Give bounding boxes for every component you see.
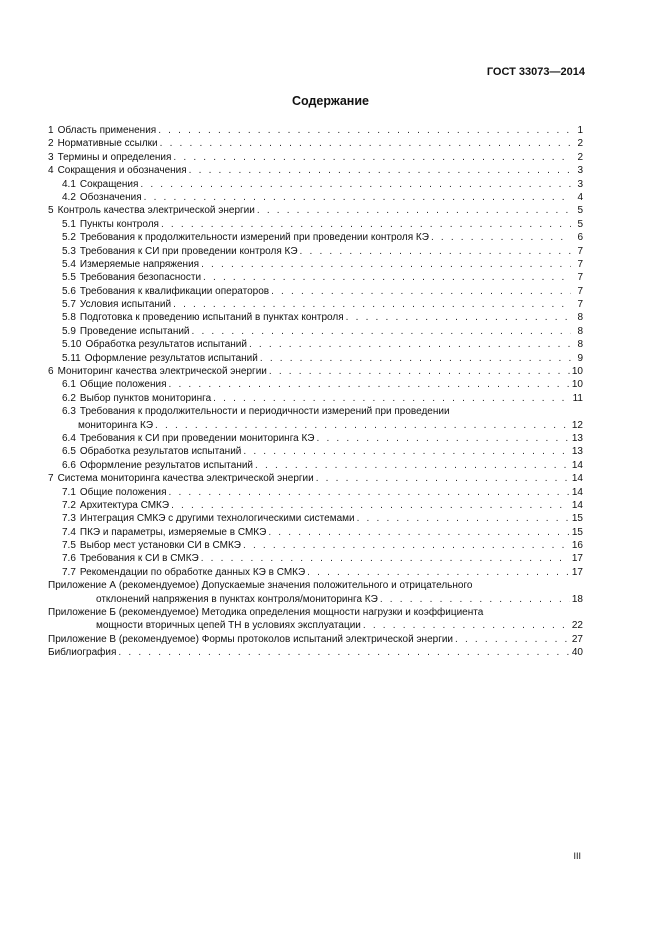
toc-entry-title: Требования к СИ при проведении контроля КЭ	[79, 245, 298, 257]
toc-leader-dots	[140, 178, 571, 191]
toc-leader-dots	[316, 432, 569, 445]
toc-leader-dots	[260, 352, 571, 365]
toc-entry-page: 27	[571, 633, 583, 645]
toc-entry-title: Оформление результатов испытаний	[79, 459, 254, 471]
toc-entry-page: 16	[571, 540, 583, 552]
toc-entry-page: 7	[577, 299, 583, 311]
toc-entry-title: Приложение В (рекомендуемое) Формы протоколов испытаний электрической энергии	[48, 633, 454, 645]
toc-entry-title: Требования к квалификации операторов	[79, 285, 270, 297]
toc-entry-page: 7	[577, 258, 583, 270]
toc-entry-page: 14	[571, 499, 583, 511]
toc-leader-dots	[269, 365, 570, 378]
toc-entry-number: 7.6	[62, 553, 76, 565]
table-of-contents	[48, 124, 583, 660]
toc-entry-number: 6.3	[62, 406, 76, 418]
toc-entry-title: Контроль качества электрической энергии	[57, 205, 255, 217]
toc-entry-title: мониторинга КЭ	[78, 419, 154, 431]
toc-entry[interactable]	[48, 419, 583, 432]
toc-leader-dots	[155, 419, 570, 432]
toc-entry[interactable]	[48, 218, 583, 231]
toc-entry-title: Сокращения и обозначения	[57, 165, 187, 177]
toc-leader-dots	[189, 164, 571, 177]
toc-entry-title: Система мониторинга качества электрической энергии	[57, 473, 314, 485]
toc-entry-number: 6.4	[62, 432, 76, 444]
toc-entry[interactable]	[48, 124, 583, 137]
toc-leader-dots	[249, 338, 571, 351]
toc-leader-dots	[255, 459, 570, 472]
toc-leader-dots	[169, 378, 570, 391]
toc-entry[interactable]	[48, 231, 583, 244]
toc-entry-page: 8	[577, 325, 583, 337]
toc-entry[interactable]	[48, 459, 583, 472]
toc-entry-title: отклонений напряжения в пунктах контроля/мониторинга КЭ	[96, 593, 378, 605]
toc-entry-page: 14	[571, 473, 583, 485]
document-code: ГОСТ 33073—2014	[486, 66, 585, 78]
toc-entry-title: Область применения	[57, 124, 157, 136]
toc-entry-title: Обработка результатов испытаний	[85, 339, 247, 351]
toc-entry-title: Нормативные ссылки	[57, 138, 158, 150]
toc-entry-title: Требования безопасности	[79, 272, 202, 284]
toc-entry-title: Оформление результатов испытаний	[84, 352, 258, 364]
toc-entry-number: 5.11	[62, 352, 81, 364]
toc-entry-page: 2	[577, 151, 583, 163]
toc-entry-title: Проведение испытаний	[79, 325, 190, 337]
toc-entry-number: 5.3	[62, 245, 76, 257]
toc-entry[interactable]	[48, 137, 583, 150]
toc-entry[interactable]	[48, 338, 583, 351]
toc-entry-title: Приложение А (рекомендуемое) Допускаемые значения положительного и отрицательного	[48, 580, 473, 592]
toc-entry-number: 4.2	[62, 191, 76, 203]
toc-entry-title: Библиография	[48, 647, 117, 659]
toc-entry-page: 8	[577, 312, 583, 324]
toc-entry-page: 4	[577, 191, 583, 203]
toc-entry-page: 17	[571, 553, 583, 565]
toc-entry-page: 15	[571, 526, 583, 538]
toc-entry-number: 6.1	[62, 379, 76, 391]
toc-leader-dots	[316, 472, 570, 485]
toc-leader-dots	[173, 151, 571, 164]
toc-entry-page: 8	[577, 339, 583, 351]
toc-entry-page: 22	[571, 620, 583, 632]
toc-entry[interactable]	[48, 245, 583, 258]
toc-leader-dots	[203, 271, 571, 284]
toc-entry-page: 18	[571, 593, 583, 605]
toc-entry-title: Требования к продолжительности и периодичности измерений при проведении	[79, 406, 450, 418]
toc-entry-number: 6.5	[62, 446, 76, 458]
toc-entry[interactable]	[48, 311, 583, 324]
toc-entry-title: Архитектура СМКЭ	[79, 499, 170, 511]
toc-leader-dots	[300, 245, 571, 258]
toc-entry[interactable]	[48, 445, 583, 458]
toc-entry[interactable]	[48, 633, 583, 646]
toc-leader-dots	[243, 445, 569, 458]
toc-entry-page: 7	[577, 285, 583, 297]
toc-entry-number: 5.10	[62, 339, 82, 351]
toc-entry-title: Мониторинг качества электрической энергии	[57, 366, 267, 378]
toc-entry-title: мощности вторичных цепей ТН в условиях эксплуатации	[96, 620, 361, 632]
toc-leader-dots	[158, 124, 571, 137]
toc-entry-number: 5.7	[62, 299, 76, 311]
toc-entry[interactable]	[48, 432, 583, 445]
toc-leader-dots	[161, 218, 571, 231]
toc-entry-title: Пункты контроля	[79, 218, 159, 230]
toc-entry-number: 6.2	[62, 392, 76, 404]
toc-entry-page: 1	[577, 124, 583, 136]
toc-leader-dots	[346, 311, 571, 324]
toc-entry-number: 7.3	[62, 513, 76, 525]
toc-leader-dots	[307, 566, 570, 579]
toc-leader-dots	[192, 325, 571, 338]
toc-entry-page: 12	[571, 419, 583, 431]
toc-entry-page: 14	[571, 459, 583, 471]
toc-entry-number: 7.2	[62, 499, 76, 511]
toc-entry-number: 6	[48, 366, 54, 378]
toc-entry-title: Подготовка к проведению испытаний в пунктах контроля	[79, 312, 344, 324]
toc-entry[interactable]	[48, 593, 583, 606]
toc-leader-dots	[271, 285, 571, 298]
toc-entry-page: 9	[577, 352, 583, 364]
toc-leader-dots	[257, 204, 571, 217]
toc-entry-title: Приложение Б (рекомендуемое) Методика определения мощности нагрузки и коэффициента	[48, 607, 484, 619]
toc-entry[interactable]	[48, 352, 583, 365]
toc-entry[interactable]	[48, 619, 583, 632]
toc-leader-dots	[169, 486, 570, 499]
toc-entry-title: Измеряемые напряжения	[79, 258, 200, 270]
toc-entry-title: ПКЭ и параметры, измеряемые в СМКЭ	[79, 526, 267, 538]
toc-entry-title: Общие положения	[79, 379, 167, 391]
toc-entry[interactable]	[48, 579, 583, 592]
toc-entry[interactable]	[48, 486, 583, 499]
toc-entry-number: 5.5	[62, 272, 76, 284]
toc-entry-number: 7.5	[62, 540, 76, 552]
toc-entry-number: 5.8	[62, 312, 76, 324]
toc-entry[interactable]	[48, 499, 583, 512]
toc-entry-page: 10	[571, 366, 583, 378]
toc-entry-title: Сокращения	[79, 178, 139, 190]
toc-leader-dots	[363, 619, 570, 632]
toc-entry-number: 5.2	[62, 232, 76, 244]
toc-leader-dots	[201, 552, 570, 565]
toc-entry[interactable]	[48, 526, 583, 539]
toc-entry-number: 6.6	[62, 459, 76, 471]
toc-entry[interactable]	[48, 191, 583, 204]
toc-entry-page: 14	[571, 486, 583, 498]
toc-entry-page: 7	[577, 245, 583, 257]
toc-entry-number: 3	[48, 151, 54, 163]
toc-entry-number: 5.6	[62, 285, 76, 297]
toc-entry-page: 13	[571, 446, 583, 458]
toc-entry-title: Требования к СИ при проведении мониторинга КЭ	[79, 432, 315, 444]
toc-leader-dots	[431, 231, 571, 244]
toc-entry-page: 13	[571, 432, 583, 444]
toc-entry-page: 17	[571, 566, 583, 578]
toc-entry[interactable]	[48, 285, 583, 298]
toc-entry-number: 4	[48, 165, 54, 177]
toc-entry-number: 7.1	[62, 486, 76, 498]
toc-entry-number: 5.9	[62, 325, 76, 337]
toc-entry-title: Выбор мест установки СИ в СМКЭ	[79, 540, 241, 552]
toc-entry-title: Обозначения	[79, 191, 142, 203]
toc-entry[interactable]	[48, 472, 583, 485]
toc-entry-number: 5.1	[62, 218, 76, 230]
toc-entry-title: Требования к продолжительности измерений при проведении контроля КЭ	[79, 232, 429, 244]
toc-leader-dots	[213, 392, 570, 405]
page-number: III	[573, 851, 581, 861]
toc-entry-number: 5.4	[62, 258, 76, 270]
toc-leader-dots	[118, 646, 569, 659]
toc-leader-dots	[268, 526, 570, 539]
toc-entry-title: Общие положения	[79, 486, 167, 498]
toc-entry-title: Интеграция СМКЭ с другими технологическими системами	[79, 513, 355, 525]
toc-entry-page: 3	[577, 165, 583, 177]
toc-entry-number: 7.4	[62, 526, 76, 538]
toc-entry[interactable]	[48, 646, 583, 659]
toc-entry-title: Рекомендации по обработке данных КЭ в СМКЭ	[79, 566, 306, 578]
toc-entry-page: 3	[577, 178, 583, 190]
toc-entry[interactable]	[48, 566, 583, 579]
toc-leader-dots	[173, 298, 571, 311]
toc-entry-number: 2	[48, 138, 54, 150]
toc-entry-number: 7	[48, 473, 54, 485]
toc-entry-title: Термины и определения	[57, 151, 172, 163]
toc-entry-page: 10	[571, 379, 583, 391]
toc-entry[interactable]	[48, 258, 583, 271]
toc-leader-dots	[171, 499, 570, 512]
toc-entry-page: 6	[577, 232, 583, 244]
toc-entry-page: 5	[577, 205, 583, 217]
toc-entry[interactable]	[48, 204, 583, 217]
toc-entry-page: 2	[577, 138, 583, 150]
page-title: Содержание	[291, 94, 369, 108]
toc-entry-title: Выбор пунктов мониторинга	[79, 392, 212, 404]
toc-entry[interactable]	[48, 164, 583, 177]
toc-entry[interactable]	[48, 512, 583, 525]
toc-entry-page: 11	[572, 392, 583, 404]
toc-entry[interactable]	[48, 298, 583, 311]
toc-entry-number: 4.1	[62, 178, 76, 190]
toc-entry[interactable]	[48, 151, 583, 164]
toc-entry-number: 1	[48, 124, 54, 136]
toc-entry-page: 5	[577, 218, 583, 230]
toc-entry-title: Условия испытаний	[79, 299, 172, 311]
toc-leader-dots	[243, 539, 570, 552]
toc-entry-title: Требования к СИ в СМКЭ	[79, 553, 199, 565]
toc-leader-dots	[455, 633, 570, 646]
toc-entry[interactable]	[48, 553, 583, 566]
toc-entry[interactable]	[48, 405, 583, 418]
toc-entry-number: 7.7	[62, 566, 76, 578]
toc-entry-title: Обработка результатов испытаний	[79, 446, 242, 458]
toc-leader-dots	[144, 191, 571, 204]
toc-entry[interactable]	[48, 365, 583, 378]
toc-leader-dots	[160, 137, 571, 150]
toc-entry[interactable]	[48, 325, 583, 338]
toc-entry-page: 40	[571, 647, 583, 659]
toc-leader-dots	[201, 258, 571, 271]
toc-entry-number: 5	[48, 205, 54, 217]
toc-entry[interactable]	[48, 378, 583, 391]
toc-entry-page: 7	[577, 272, 583, 284]
toc-entry[interactable]	[48, 539, 583, 552]
toc-entry[interactable]	[48, 606, 583, 619]
toc-entry[interactable]	[48, 178, 583, 191]
toc-entry[interactable]	[48, 392, 583, 405]
toc-entry[interactable]	[48, 271, 583, 284]
toc-leader-dots	[357, 512, 570, 525]
toc-leader-dots	[380, 593, 570, 606]
toc-entry-page: 15	[571, 513, 583, 525]
